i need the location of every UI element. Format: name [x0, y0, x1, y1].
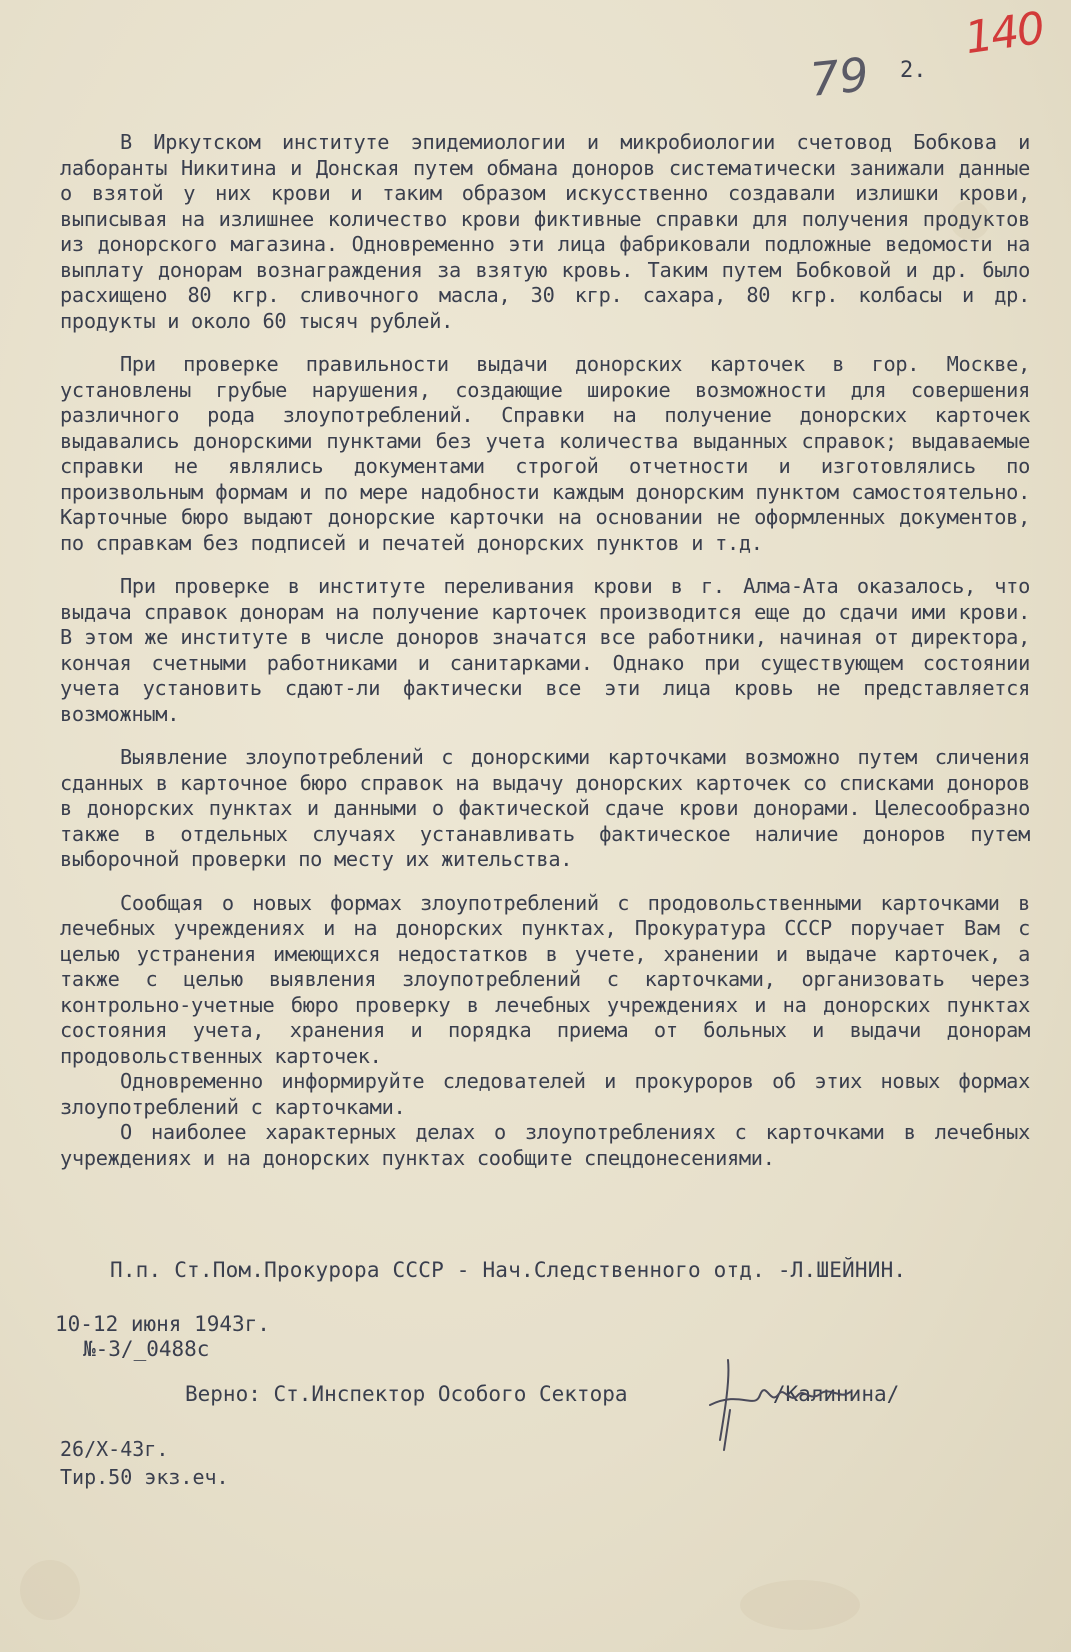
document-footer	[60, 1435, 229, 1491]
paper-stain	[20, 1560, 80, 1620]
document-date: 10-12 июня 1943г.	[55, 1312, 270, 1336]
signature-line: П.п. Ст.Пом.Прокурора СССР - Нач.Следственного отд. -Л.ШЕЙНИН.	[110, 1258, 907, 1282]
paragraph-alma-ata: При проверке в институте переливания крови в г. Алма-Ата оказалось, что выдача справок донорам на получение карточек производится еще до сдачи ими крови. В этом же институте в числе доноров значатся все работники, начиная от директора, кончая счетными работниками и санитарками. Однако при существующем состоянии учета установить сдают-ли фактически все эти лица кровь не представляется возможным.	[60, 574, 1030, 726]
footer-print-run: Тир.50 экз.еч.	[60, 1465, 229, 1489]
paragraph-detection: Выявление злоупотреблений с донорскими карточками возможно путем сличения сданных в карточное бюро справок на выдачу донорских карточек со списками доноров в донорских пунктах и данными о фактической сдаче крови донорами. Целесообразно также в отдельных случаях устанавливать фактическое наличие доноров путем выборочной проверки по месту их жительства.	[60, 745, 1030, 871]
document-date-block	[55, 1312, 270, 1362]
document-body	[60, 130, 1030, 1171]
typed-page-number: 2.	[900, 58, 927, 83]
handwritten-page-number: 79	[807, 47, 872, 107]
verification-label: Верно: Ст.Инспектор Особого Сектора	[185, 1382, 628, 1406]
paper-stain	[740, 1580, 860, 1630]
handwritten-signature	[700, 1350, 860, 1460]
document-number: №-3/_0488с	[83, 1337, 210, 1361]
verifier-name: /Калинина/	[772, 1382, 900, 1406]
paragraph-irkutsk: В Иркутском институте эпидемиологии и микробиологии счетовод Бобкова и лаборанты Никитина и Донская путем обмана доноров систематически занижали данные о взятой у них крови и таким образом искусственно создавали излишки крови, выписывая на излишнее количество крови фиктивные справки для получения продуктов из донорского магазина. Одновременно эти лица фабриковали подложные ведомости на выплату донорам вознаграждения за взятую кровь. Таким путем Бобковой и др. было расхищено 80 кгр. сливочного масла, 30 кгр. сахара, 80 кгр. колбасы и др. продукты и около 60 тысяч рублей.	[60, 130, 1030, 333]
paragraph-moscow: При проверке правильности выдачи донорских карточек в гор. Москве, установлены грубые нарушения, создающие широкие возможности для совершения различного рода злоупотреблений. Справки на получение донорских карточек выдавались донорскими пунктами без учета количества выданных справок; выдаваемые справки не являлись документами строгой отчетности и изготовлялись по произвольным формам и по мере надобности каждым донорским пунктом самостоятельно. Карточные бюро выдают донорские карточки на основании не оформленных документов, по справкам без подписей и печатей донорских пунктов и т.д.	[60, 352, 1030, 555]
paragraph-instruction: Сообщая о новых формах злоупотреблений с продовольственными карточками в лечебных учреждениях и на донорских пунктах, Прокуратура СССР поручает Вам с целью устранения имеющихся недостатков в учете, хранении и выдаче карточек, а также с целью выявления злоупотреблений с карточками, организовать через контрольно-учетные бюро проверку в лечебных учреждениях и на донорских пунктах состояния учета, хранения и порядка приема от больных и выдачи донорам продовольственных карточек.	[60, 890, 1030, 1068]
footer-date: 26/X-43г.	[60, 1437, 169, 1461]
paragraph-report: О наиболее характерных делах о злоупотреблениях с карточками в лечебных учреждениях и на донорских пунктах сообщите спецдонесениями.	[60, 1120, 1030, 1170]
paragraph-inform: Одновременно информируйте следователей и прокуроров об этих новых формах злоупотреблений с карточками.	[60, 1069, 1030, 1119]
archive-folio-number: 140	[961, 2, 1047, 65]
